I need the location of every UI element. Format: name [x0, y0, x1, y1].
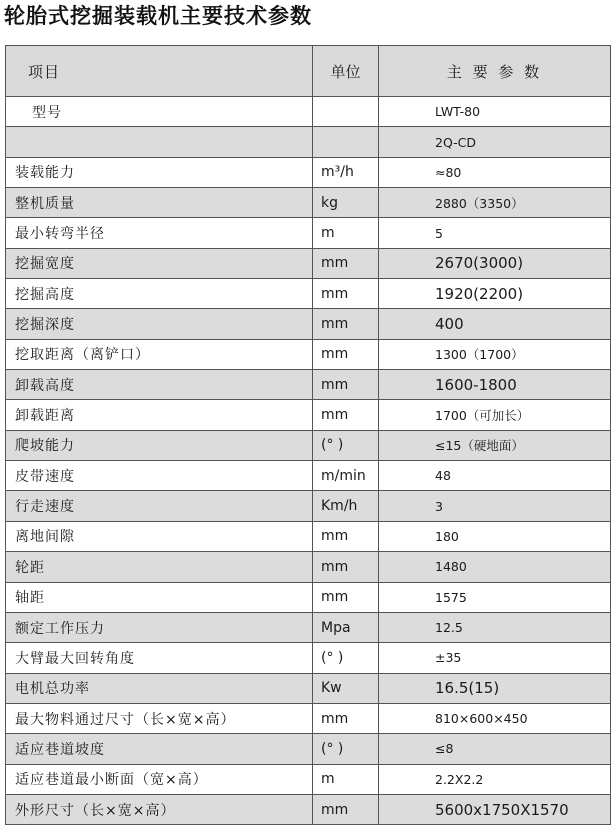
- row-value: 1600-1800: [379, 370, 611, 400]
- row-unit: Km/h: [313, 491, 379, 521]
- row-value: 400: [379, 309, 611, 339]
- row-value: 16.5(15): [379, 673, 611, 703]
- row-unit: mm: [313, 794, 379, 824]
- row-item: 挖取距离（离铲口）: [6, 339, 313, 369]
- row-unit: mm: [313, 279, 379, 309]
- header-item: 项目: [6, 46, 313, 97]
- row-item: 额定工作压力: [6, 612, 313, 642]
- table-row: [6, 734, 611, 764]
- table-row: [6, 339, 611, 369]
- row-unit: Kw: [313, 673, 379, 703]
- row-value: ≤8: [379, 734, 611, 764]
- row-item: 爬坡能力: [6, 430, 313, 460]
- table-row: [6, 673, 611, 703]
- row-unit: mm: [313, 521, 379, 551]
- row-value: 1575: [379, 582, 611, 612]
- row-item: 行走速度: [6, 491, 313, 521]
- row-item: 挖掘宽度: [6, 248, 313, 278]
- table-row: [6, 521, 611, 551]
- table-row: [6, 279, 611, 309]
- row-item: 适应巷道最小断面（宽×高）: [6, 764, 313, 794]
- row-item: 最小转弯半径: [6, 218, 313, 248]
- table-row: [6, 127, 611, 157]
- row-item: 挖掘高度: [6, 279, 313, 309]
- row-unit: mm: [313, 703, 379, 733]
- row-value: 48: [379, 461, 611, 491]
- table-row: [6, 764, 611, 794]
- row-item: 外形尺寸（长×宽×高）: [6, 794, 313, 824]
- row-value: ≤15（硬地面）: [379, 430, 611, 460]
- row-item: 离地间隙: [6, 521, 313, 551]
- row-unit: [313, 97, 379, 127]
- row-item: 大臂最大回转角度: [6, 643, 313, 673]
- table-row: [6, 370, 611, 400]
- row-unit: Mpa: [313, 612, 379, 642]
- row-unit: kg: [313, 188, 379, 218]
- header-unit: 单位: [313, 46, 379, 97]
- row-unit: mm: [313, 370, 379, 400]
- table-row: [6, 491, 611, 521]
- row-unit: mm: [313, 309, 379, 339]
- row-value: ≈80: [379, 157, 611, 187]
- row-item: 适应巷道坡度: [6, 734, 313, 764]
- row-unit: mm: [313, 248, 379, 278]
- row-value: 2.2X2.2: [379, 764, 611, 794]
- row-value: 1300（1700）: [379, 339, 611, 369]
- row-unit: mm: [313, 552, 379, 582]
- table-row: [6, 430, 611, 460]
- row-item: 最大物料通过尺寸（长×宽×高）: [6, 703, 313, 733]
- table-row: [6, 703, 611, 733]
- row-value: 2670(3000): [379, 248, 611, 278]
- table-row: [6, 461, 611, 491]
- row-value: LWT-80: [379, 97, 611, 127]
- table-header-row: [6, 46, 611, 97]
- row-value: 3: [379, 491, 611, 521]
- row-value: 810×600×450: [379, 703, 611, 733]
- spec-table: [5, 45, 611, 825]
- row-value: 1480: [379, 552, 611, 582]
- row-value: 5: [379, 218, 611, 248]
- table-row: [6, 400, 611, 430]
- row-item: 整机质量: [6, 188, 313, 218]
- row-unit: m: [313, 764, 379, 794]
- table-row: [6, 794, 611, 824]
- row-item: 电机总功率: [6, 673, 313, 703]
- table-row: [6, 643, 611, 673]
- row-item: 皮带速度: [6, 461, 313, 491]
- row-unit: mm: [313, 582, 379, 612]
- row-item: 轴距: [6, 582, 313, 612]
- table-row: [6, 218, 611, 248]
- row-item: 型号: [6, 97, 313, 127]
- table-row: [6, 582, 611, 612]
- table-row: [6, 97, 611, 127]
- row-item: 卸载距离: [6, 400, 313, 430]
- row-unit: m³/h: [313, 157, 379, 187]
- row-unit: (° ): [313, 734, 379, 764]
- row-value: ±35: [379, 643, 611, 673]
- row-value: 1700（可加长）: [379, 400, 611, 430]
- table-row: [6, 612, 611, 642]
- row-unit: mm: [313, 400, 379, 430]
- page-title: 轮胎式挖掘装载机主要技术参数: [4, 4, 312, 28]
- row-value: 180: [379, 521, 611, 551]
- row-unit: (° ): [313, 643, 379, 673]
- row-item: [6, 127, 313, 157]
- row-value: 1920(2200): [379, 279, 611, 309]
- row-unit: [313, 127, 379, 157]
- row-item: 卸载高度: [6, 370, 313, 400]
- row-item: 轮距: [6, 552, 313, 582]
- row-value: 2Q-CD: [379, 127, 611, 157]
- row-item: 装载能力: [6, 157, 313, 187]
- table-row: [6, 188, 611, 218]
- row-unit: mm: [313, 339, 379, 369]
- row-unit: m/min: [313, 461, 379, 491]
- row-value: 2880（3350）: [379, 188, 611, 218]
- table-row: [6, 309, 611, 339]
- row-item: 挖掘深度: [6, 309, 313, 339]
- row-value: 12.5: [379, 612, 611, 642]
- table-row: [6, 552, 611, 582]
- row-unit: m: [313, 218, 379, 248]
- row-value: 5600x1750X1570: [379, 794, 611, 824]
- table-row: [6, 157, 611, 187]
- table-row: [6, 248, 611, 278]
- row-unit: (° ): [313, 430, 379, 460]
- header-params: 主 要 参 数: [379, 46, 611, 97]
